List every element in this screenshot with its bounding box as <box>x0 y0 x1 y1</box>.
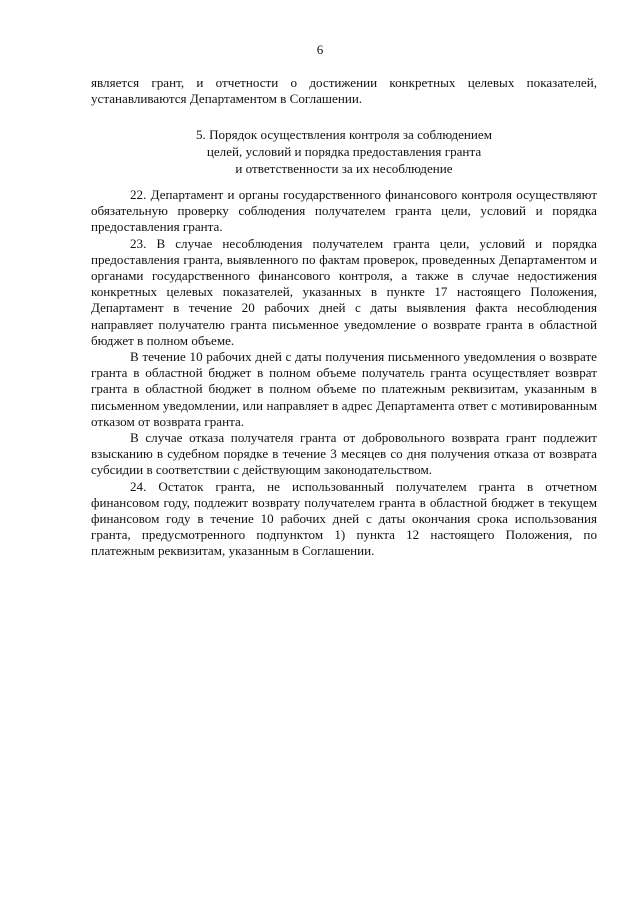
page-number: 6 <box>316 42 324 57</box>
paragraph-22: 22. Департамент и органы государственного финансового контроля осуществляют обязательную проверку соблюдения получателем гранта цели, условий и порядка предоставления гранта. <box>91 187 597 235</box>
intro-paragraph: является грант, и отчетности о достижении конкретных целевых показателей, устанавливаются Департаментом в Соглашении. <box>91 75 597 107</box>
body-block <box>91 187 597 560</box>
heading-line-1: 5. Порядок осуществления контроля за соблюдением <box>195 127 493 142</box>
intro-block <box>91 75 597 107</box>
paragraph-23: 23. В случае несоблюдения получателем гранта цели, условий и порядка предоставления гранта, выявленного по фактам проверок, проведенных Департаментом и органами государственного финансового контроля, а также в случае недостижения конкретных целевых показателей, указанных в пункте 17 настоящего Положения, Департамент в течение 20 рабочих дней с даты выявления факта несоблюдения направляет получателю гранта письменное уведомление о возврате гранта в областной бюджет в полном объеме. <box>91 235 597 348</box>
heading-line-2: целей, условий и порядка предоставления гранта <box>206 144 482 159</box>
heading-line-3: и ответственности за их несоблюдение <box>235 161 453 176</box>
section-heading <box>91 126 597 177</box>
paragraph-23-refusal: В случае отказа получателя гранта от добровольного возврата грант подлежит взысканию в судебном порядке в течение 3 месяцев со дня получения отказа от возврата субсидии в соответствии с действующим законодательством. <box>91 430 597 478</box>
paragraph-23-return: В течение 10 рабочих дней с даты получения письменного уведомления о возврате гранта в областной бюджет в полном объеме получатель гранта осуществляет возврат гранта в областной бюджет в полном объеме по платежным реквизитам, указанным в письменном уведомлении, или направляет в адрес Департамента ответ с мотивированным отказом от возврата гранта. <box>91 349 597 429</box>
paragraph-24: 24. Остаток гранта, не использованный получателем гранта в отчетном финансовом году, подлежит возврату получателем гранта в областной бюджет в текущем финансовом году в течение 10 рабочих дней с даты окончания срока использования гранта, предусмотренного подпунктом 1) пункта 12 настоящего Положения, по платежным реквизитам, указанным в Соглашении. <box>91 478 597 559</box>
